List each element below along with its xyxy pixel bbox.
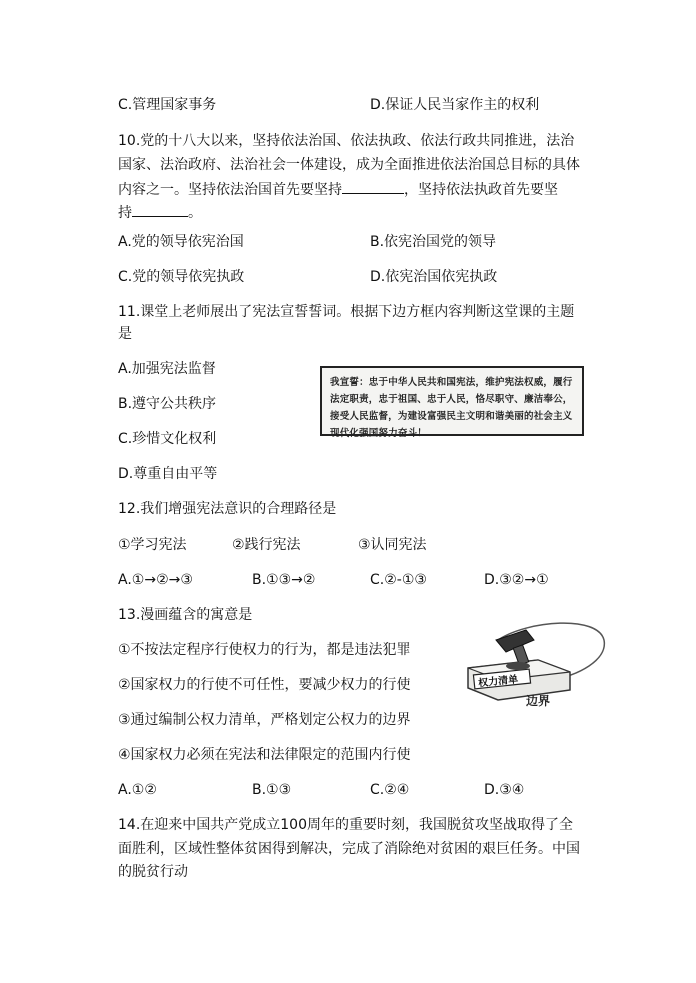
q12-option-a: A.①→②→③ — [118, 572, 193, 588]
q10-stem-line4-b: 。 — [188, 205, 202, 221]
q10-stem-line4-a: 持 — [118, 205, 132, 221]
q10-option-a: A.党的领导依宪治国 — [118, 234, 244, 250]
q10-blank-2 — [132, 202, 188, 217]
q10-stem-line1: 10.党的十八大以来，坚持依法治国、依法执政、依法行政共同推进，法治 — [118, 133, 575, 149]
q13-item1: ①不按法定程序行使权力的行为，都是违法犯罪 — [118, 642, 411, 658]
q13-option-a: A.①② — [118, 782, 157, 798]
cartoon-caption: 边界 — [526, 694, 551, 708]
q10-option-d: D.依宪治国依宪执政 — [370, 269, 498, 285]
q12-option-d: D.③②→① — [484, 572, 549, 588]
power-list-cartoon — [458, 610, 608, 710]
q9-option-c: C.管理国家事务 — [118, 97, 217, 113]
q12-item3: ③认同宪法 — [358, 537, 427, 553]
q10-option-c: C.党的领导依宪执政 — [118, 269, 245, 285]
q11-option-d: D.尊重自由平等 — [118, 466, 218, 482]
q11-option-c: C.珍惜文化权利 — [118, 431, 217, 447]
q10-stem-line3-b: ，坚持依法执政首先要坚 — [404, 182, 558, 198]
q13-item4: ④国家权力必须在宪法和法律限定的范围内行使 — [118, 747, 411, 763]
q10-stem-line2: 国家、法治政府、法治社会一体建设，成为全面推进依法治国总目标的具体 — [118, 157, 580, 173]
q11-stem-line1: 11.课堂上老师展出了宪法宣誓誓词。根据下边方框内容判断这堂课的主题 — [118, 304, 575, 320]
q11-option-a: A.加强宪法监督 — [118, 361, 216, 377]
oath-box: 我宣誓：忠于中华人民共和国宪法，维护宪法权威，履行法定职责，忠于祖国、忠于人民，恪尽职守、廉洁奉公，接受人民监督，为建设富强民主文明和谐美丽的社会主义现代化强国努力奋斗！ — [320, 366, 584, 436]
q14-stem-line1: 14.在迎来中国共产党成立100周年的重要时刻，我国脱贫攻坚战取得了全 — [118, 817, 573, 833]
q11-stem-line2: 是 — [118, 326, 132, 342]
q10-stem-line4 — [118, 202, 202, 223]
q12-item2: ②践行宪法 — [232, 537, 301, 553]
q12-stem: 12.我们增强宪法意识的合理路径是 — [118, 501, 337, 517]
q12-option-c: C.②-①③ — [370, 572, 427, 588]
q13-item3: ③通过编制公权力清单，严格划定公权力的边界 — [118, 712, 411, 728]
q12-item1: ①学习宪法 — [118, 537, 187, 553]
q10-option-b: B.依宪治国党的领导 — [370, 234, 497, 250]
q13-option-b: B.①③ — [252, 782, 292, 798]
q11-option-b: B.遵守公共秩序 — [118, 396, 217, 412]
q10-stem-line3 — [118, 179, 558, 200]
q12-option-b: B.①③→② — [252, 572, 316, 588]
q10-blank-1 — [342, 179, 404, 194]
q13-item2: ②国家权力的行使不可任性，要减少权力的行使 — [118, 677, 411, 693]
q14-stem-line3: 的脱贫行动 — [118, 864, 188, 880]
q13-stem: 13.漫画蕴含的寓意是 — [118, 607, 253, 623]
q10-stem-line3-a: 内容之一。坚持依法治国首先要坚持 — [118, 182, 342, 198]
cartoon-sign-text: 权力清单 — [477, 674, 519, 690]
q13-option-c: C.②④ — [370, 782, 410, 798]
q9-option-d: D.保证人民当家作主的权利 — [370, 97, 540, 113]
q14-stem-line2: 面胜利，区域性整体贫困得到解决，完成了消除绝对贫困的艰巨任务。中国 — [118, 841, 580, 857]
q13-option-d: D.③④ — [484, 782, 525, 798]
